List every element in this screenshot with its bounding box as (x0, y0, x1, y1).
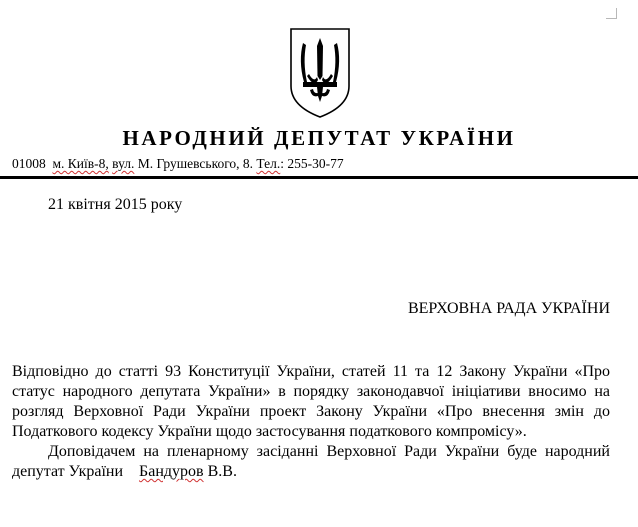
street-abbr: вул. (112, 156, 135, 171)
body-paragraph-2 (12, 442, 610, 482)
reporter-name: Бандуров (139, 463, 204, 480)
body-paragraph-1: Відповідно до статті 93 Конституції України, статей 11 та 12 Закону України «Про статус народного депутата України» в порядку законодавчої ініціативи вносимо на розгляд Верховної Ради України проект Закону України «Про внесення змін до Податкового кодексу України щодо застосування податкового компромісу». (12, 363, 610, 440)
paragraph-corner-mark (606, 8, 618, 20)
letter-body (12, 362, 610, 482)
city: м. Київ-8, (52, 156, 109, 171)
recipient: ВЕРХОВНА РАДА УКРАЇНИ (407, 300, 610, 317)
address-line (12, 156, 344, 172)
body-paragraph-2-text: Доповідачем на пленарному засіданні Верховної Ради України буде народний депутат України (12, 443, 610, 480)
reporter-initials: В.В. (207, 463, 237, 480)
street: М. Грушевського, 8. (137, 156, 254, 171)
postcode: 01008 (12, 156, 46, 171)
letter-date: 21 квітня 2015 року (48, 196, 183, 213)
header-divider (0, 176, 638, 179)
trident-coat-of-arms-icon (288, 26, 352, 120)
mp-title: НАРОДНИЙ ДЕПУТАТ УКРАЇНИ (122, 126, 516, 150)
phone-label: Тел. (256, 156, 281, 171)
phone-number: : 255-30-77 (280, 156, 344, 171)
